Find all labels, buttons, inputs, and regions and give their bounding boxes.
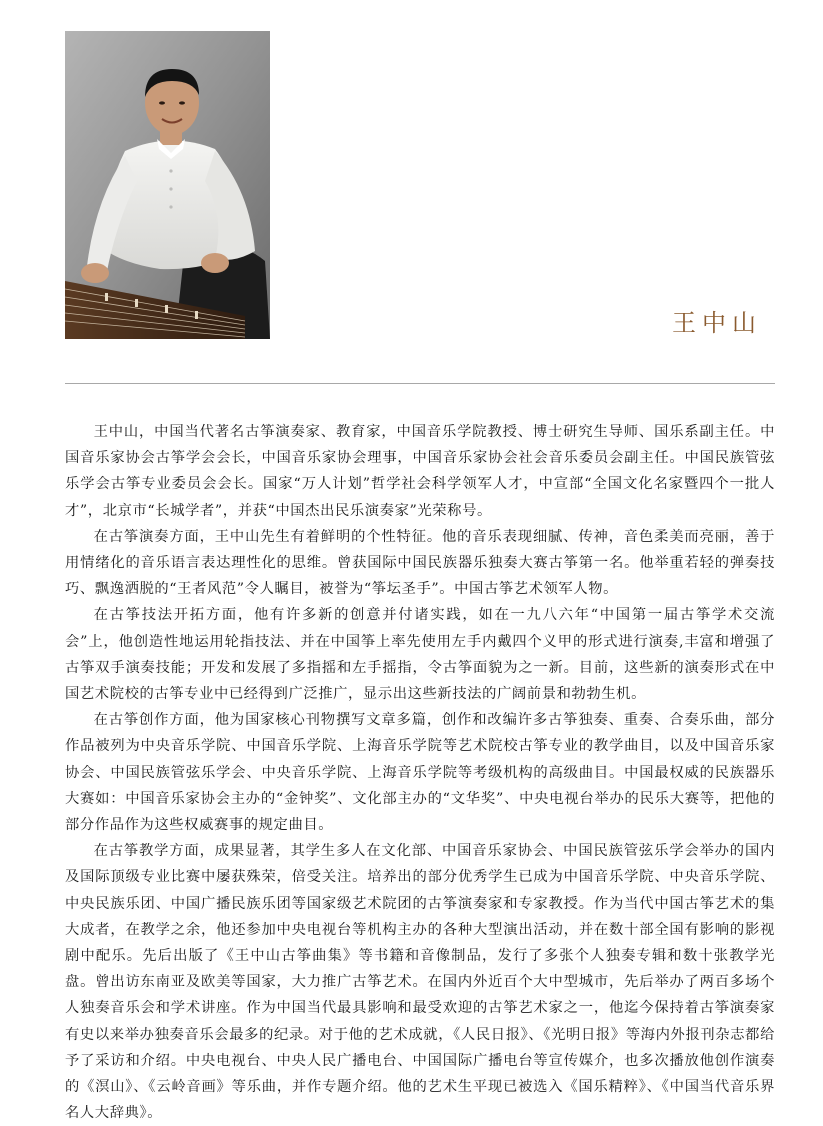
artist-name: 王中山 <box>672 309 762 337</box>
bio-paragraph-composition: 在古筝创作方面，他为国家核心刊物撰写文章多篇，创作和改编许多古筝独奏、重奏、合奏乐曲，部分作品被列为中央音乐学院、中国音乐学院、上海音乐学院等艺术院校古筝专业的教学曲目，以及中国音乐家协会、中国民族管弦乐学会、中央音乐学院、上海音乐学院等考级机构的高级曲目。中国最权威的民族器乐大赛如：中国音乐家协会主办的“金钟奖”、文化部主办的“文华奖”、中央电视台举办的民乐大赛等，把他的部分作品作为这些权威赛事的规定曲目。 <box>65 712 775 834</box>
bio-paragraph-intro: 王中山，中国当代著名古筝演奏家、教育家，中国音乐学院教授、博士研究生导师、国乐系副主任。中国音乐家协会古筝学会会长，中国音乐家协会理事，中国音乐家协会社会音乐委员会副主任。中国民族管弦乐学会古筝专业委员会会长。国家“万人计划”哲学社会科学领军人才，中宣部“全国文化名家暨四个一批人才”，北京市“长城学者”，并获“中国杰出民乐演奏家”光荣称号。 <box>65 424 775 519</box>
bio-paragraph-teaching: 在古筝教学方面，成果显著，其学生多人在文化部、中国音乐家协会、中国民族管弦乐学会举办的国内及国际顶级专业比赛中屡获殊荣，倍受关注。培养出的部分优秀学生已成为中国音乐学院、中央音乐学院、中央民族乐团、中国广播民族乐团等国家级艺术院团的古筝演奏家和专家教授。作为当代中国古筝艺术的集大成者，在教学之余，他还参加中央电视台等机构主办的各种大型演出活动，并在数十部全国有影响的影视剧中配乐。先后出版了《王中山古筝曲集》等书籍和音像制品，发行了多张个人独奏专辑和数十张教学光盘。曾出访东南亚及欧美等国家，大力推广古筝艺术。在国内外近百个大中型城市，先后举办了两百多场个人独奏音乐会和学术讲座。作为中国当代最具影响和最受欢迎的古筝艺术家之一，他迄今保持着古筝演奏家有史以来举办独奏音乐会最多的纪录。对于他的艺术成就，《人民日报》、《光明日报》等海内外报刊杂志都给予了采访和介绍。中央电视台、中央人民广播电台、中国国际广播电台等宣传媒介，也多次播放他创作演奏的《溟山》、《云岭音画》等乐曲，并作专题介绍。他的艺术生平现已被选入《国乐精粹》、《中国当代音乐界名人大辞典》。 <box>65 843 775 1122</box>
portrait-photo <box>65 31 270 339</box>
divider-line <box>65 383 775 384</box>
bio-paragraph-technique: 在古筝技法开拓方面，他有许多新的创意并付诸实践，如在一九八六年“中国第一届古筝学术交流会”上，他创造性地运用轮指技法、并在中国筝上率先使用左手内戴四个义甲的形式进行演奏,丰富和增强了古筝双手演奏技能；开发和发展了多指摇和左手摇指，令古筝面貌为之一新。目前，这些新的演奏形式在中国艺术院校的古筝专业中已经得到广泛推广，显示出这些新技法的广阔前景和勃勃生机。 <box>65 607 775 703</box>
portrait-illustration <box>65 31 270 339</box>
bio-paragraph-performance: 在古筝演奏方面，王中山先生有着鲜明的个性特征。他的音乐表现细腻、传神，音色柔美而亮丽，善于用情绪化的音乐语言表达理性化的思维。曾获国际中国民族器乐独奏大赛古筝第一名。他举重若轻的弹奏技巧、飘逸洒脱的“王者风范”令人瞩目，被誉为“筝坛圣手”。中国古筝艺术领军人物。 <box>65 528 775 598</box>
biography-text <box>65 419 775 1126</box>
